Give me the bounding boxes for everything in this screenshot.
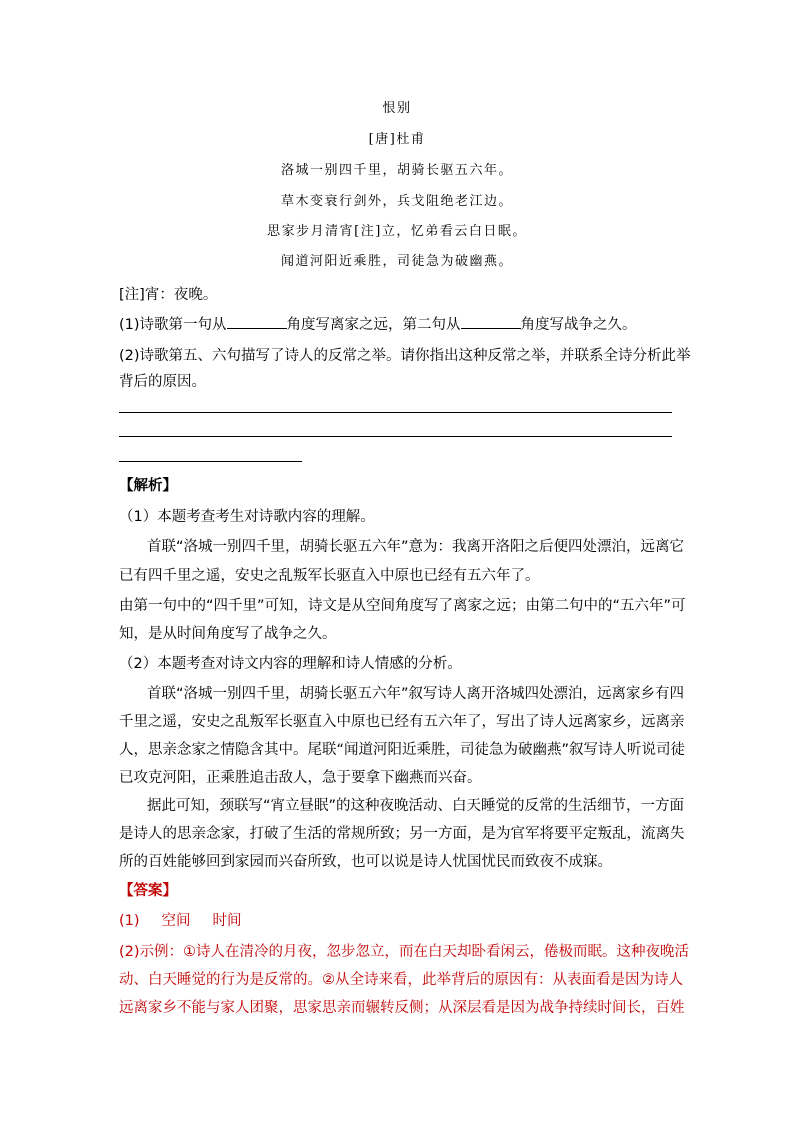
analysis-paragraph: 首联“洛城一别四千里，胡骑长驱五六年”意为：我离开洛阳之后便四处漂泊，远离它 xyxy=(147,539,685,555)
analysis-paragraph: 知，是从时间角度写了战争之久。 xyxy=(119,626,337,642)
answer-1 xyxy=(119,909,242,930)
question-1-text: (1)诗歌第一句从 xyxy=(119,317,227,333)
poem-line: 思家步月清宵[注]立，忆弟看云白日眠。 xyxy=(267,224,527,239)
question-1-text: 角度写战争之久。 xyxy=(520,317,637,333)
analysis-paragraph: 由第一句中的“四千里”可知，诗文是从空间角度写了离家之远；由第二句中的“五六年”可 xyxy=(119,598,686,614)
answer-2-line: 远离家乡不能与家人团聚，思家思亲而辗转反侧；从深层看是因为战争持续时间长，百姓 xyxy=(119,1000,685,1016)
answer-1-value: 空间 xyxy=(161,913,191,929)
analysis-paragraph: （1）本题考查考生对诗歌内容的理解。 xyxy=(119,509,375,525)
poem-line: 洛城一别四千里，胡骑长驱五六年。 xyxy=(280,163,513,178)
analysis-paragraph: 已有四千里之遥，安史之乱叛军长驱直入中原也已经有五六年了。 xyxy=(119,568,540,584)
answer-line[interactable] xyxy=(119,461,302,462)
analysis-paragraph: 是诗人的思亲念家，打破了生活的常规所致；另一方面，是为官军将要平定叛乱，流离失 xyxy=(119,826,685,842)
answer-header: 【答案】 xyxy=(119,883,177,899)
note: [注]宵：夜晚。 xyxy=(119,287,218,303)
analysis-paragraph: 首联“洛城一别四千里，胡骑长驱五六年”叙写诗人离开洛城四处漂泊，远离家乡有四 xyxy=(147,686,685,702)
answer-blank[interactable] xyxy=(227,314,287,329)
answer-2-line: 动、白天睡觉的行为是反常的。②从全诗来看，此举背后的原因有：从表面看是因为诗人 xyxy=(119,972,683,988)
answer-line[interactable] xyxy=(119,436,672,437)
poem-author: [唐]杜甫 xyxy=(368,132,426,147)
answer-line[interactable] xyxy=(119,412,672,413)
analysis-paragraph: （2）本题考查对诗文内容的理解和诗人情感的分析。 xyxy=(119,656,462,672)
answer-2-line: (2)示例：①诗人在清冷的月夜，忽步忽立，而在白天却卧看闲云，倦极而眠。这种夜晚活 xyxy=(119,944,690,960)
question-2-line: (2)诗歌第五、六句描写了诗人的反常之举。请你指出这种反常之举，并联系全诗分析此举 xyxy=(119,348,691,364)
question-2-line: 背后的原因。 xyxy=(119,374,206,390)
analysis-paragraph: 千里之遥，安史之乱叛军长驱直入中原也已经有五六年了，写出了诗人远离家乡，远离亲 xyxy=(119,714,685,730)
answer-1-number: (1) xyxy=(119,913,140,929)
poem-line: 草木变衰行剑外，兵戈阻绝老江边。 xyxy=(280,194,513,209)
poem-line: 闻道河阳近乘胜，司徒急为破幽燕。 xyxy=(280,254,513,269)
answer-1-value: 时间 xyxy=(212,913,242,929)
answer-blank[interactable] xyxy=(461,314,521,329)
poem-title: 恨别 xyxy=(382,101,412,116)
analysis-header: 【解析】 xyxy=(119,478,177,494)
analysis-paragraph: 已攻克河阳，正乘胜追击敌人，急于要拿下幽燕而兴奋。 xyxy=(119,770,482,786)
question-1 xyxy=(119,313,637,334)
question-1-text: 角度写离家之远，第二句从 xyxy=(286,317,461,333)
analysis-paragraph: 据此可知，颈联写“宵立昼眠”的这种夜晚活动、白天睡觉的反常的生活细节，一方面 xyxy=(147,798,685,814)
analysis-paragraph: 所的百姓能够回到家园而兴奋所致，也可以说是诗人忧国忧民而致夜不成寐。 xyxy=(119,854,612,870)
analysis-paragraph: 人，思亲念家之情隐含其中。尾联“闻道河阳近乘胜，司徒急为破幽燕”叙写诗人听说司徒 xyxy=(119,742,686,758)
